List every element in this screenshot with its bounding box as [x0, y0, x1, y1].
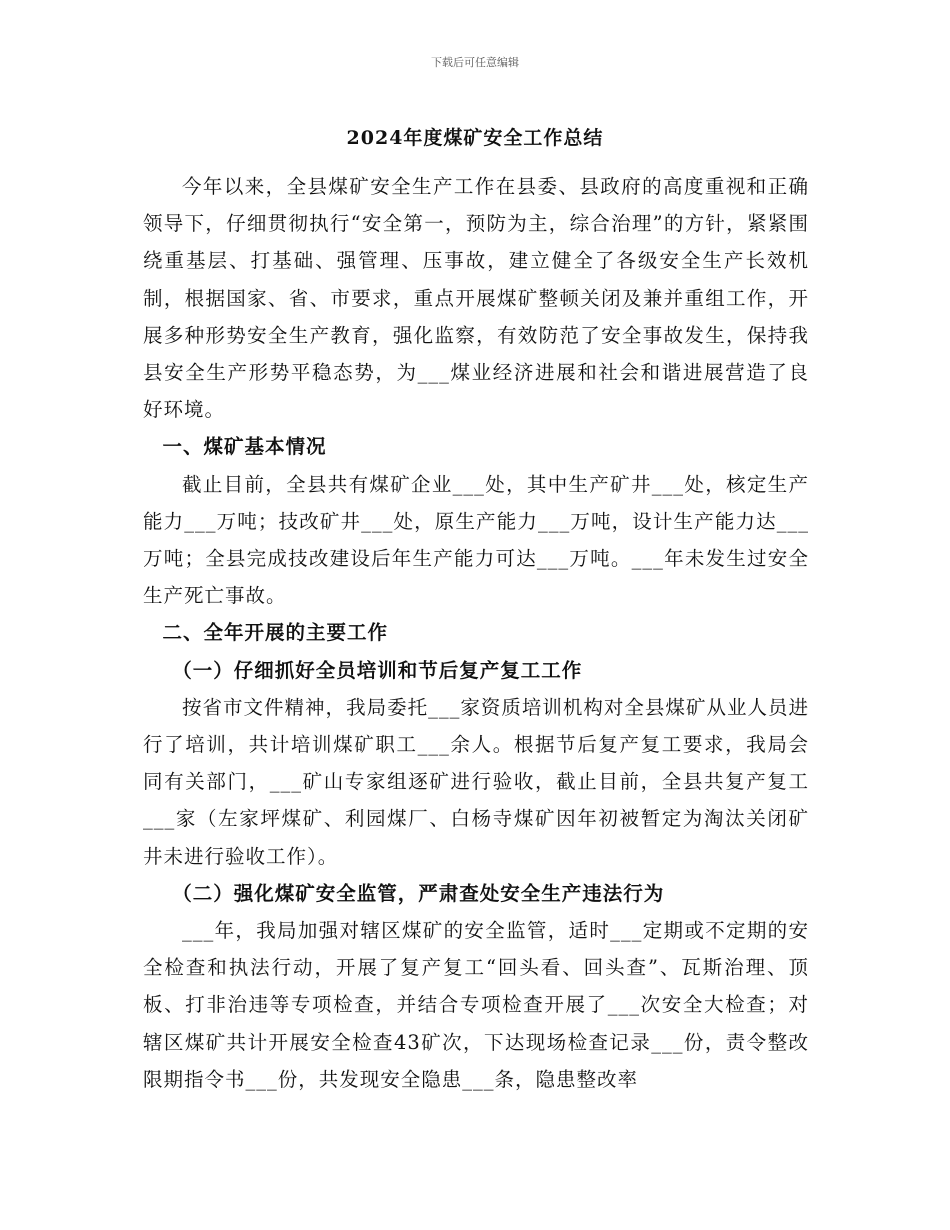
subsection-heading-1: （一）仔细抓好全员培训和节后复产复工工作 [172, 658, 583, 682]
section-heading-2: 二、全年开展的主要工作 [162, 621, 389, 645]
section-1-paragraph: 截止目前，全县共有煤矿企业___处，其中生产矿井___处，核定生产能力___万吨；技改矿井___处，原生产能力___万吨，设计生产能力达___万吨；全县完成技改建设后年生产能力可达___万吨。___年未发生过安全生产死亡事故。 [143, 472, 809, 608]
document-title: 2024年度煤矿安全工作总结 [346, 127, 604, 149]
subsection-heading-2: （二）强化煤矿安全监管，严肃查处安全生产违法行为 [172, 881, 665, 905]
intro-paragraph: 今年以来，全县煤矿安全生产工作在县委、县政府的高度重视和正确领导下，仔细贯彻执行“安全第一，预防为主，综合治理”的方针，紧紧围绕重基层、打基础、强管理、压事故，建立健全了各级安全生产长效机制，根据国家、省、市要求，重点开展煤矿整顿关闭及兼并重组工作，开展多种形势安全生产教育，强化监察，有效防范了安全事故发生，保持我县安全生产形势平稳态势，为___煤业经济进展和社会和谐进展营造了良好环境。 [143, 175, 809, 422]
header-note: 下载后可任意编辑 [431, 56, 519, 69]
subsection-2-paragraph: ___年，我局加强对辖区煤矿的安全监管，适时___定期或不定期的安全检查和执法行动，开展了复产复工“回头看、回头查”、瓦斯治理、顶板、打非治违等专项检查，并结合专项检查开展了___次安全大检查；对辖区煤矿共计开展安全检查43矿次，下达现场检查记录___份，责令整改限期指令书___份，共发现安全隐患___条，隐患整改率 [143, 919, 809, 1091]
document-body [143, 168, 809, 1098]
subsection-1-paragraph: 按省市文件精神，我局委托___家资质培训机构对全县煤矿从业人员进行了培训，共计培训煤矿职工___余人。根据节后复产复工要求，我局会同有关部门，___矿山专家组逐矿进行验收，截止目前，全县共复产复工___家（左家坪煤矿、利园煤厂、白杨寺煤矿因年初被暂定为淘汰关闭矿井未进行验收工作）。 [143, 695, 809, 868]
section-heading-1: 一、煤矿基本情况 [162, 435, 327, 459]
